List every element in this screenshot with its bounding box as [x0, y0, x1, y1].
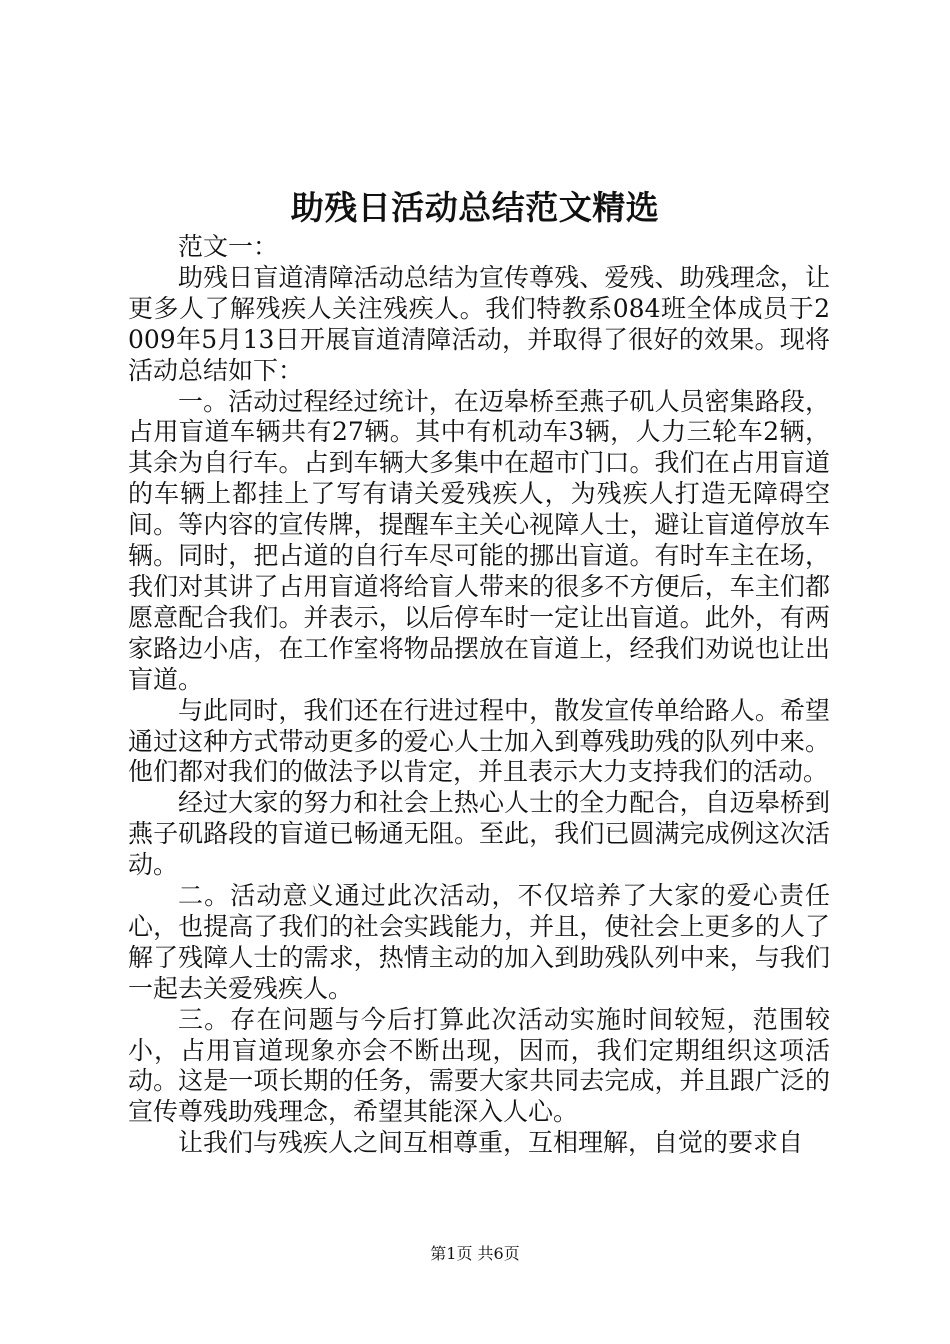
paragraph: 二。活动意义通过此次活动，不仅培养了大家的爱心责任心，也提高了我们的社会实践能力，并且，使社会上更多的人了解了残障人士的需求，热情主动的加入到助残队列中来，与我们一起去关爱残疾人。 [128, 881, 830, 1003]
paragraph: 助残日盲道清障活动总结为宣传尊残、爱残、助残理念，让更多人了解残疾人关注残疾人。我们特教系084班全体成员于2009年5月13日开展盲道清障活动，并取得了很好的效果。现将活动总结如下： [128, 262, 830, 385]
paragraph: 让我们与残疾人之间互相尊重，互相理解，自觉的要求自 [178, 1128, 804, 1158]
paragraph: 三。存在问题与今后打算此次活动实施时间较短，范围较小，占用盲道现象亦会不断出现，因而，我们定期组织这项活动。这是一项长期的任务，需要大家共同去完成，并且跟广泛的宣传尊残助残理念，希望其能深入人心。 [128, 1004, 830, 1127]
paragraph: 一。活动过程经过统计，在迈皋桥至燕子矶人员密集路段，占用盲道车辆共有27辆。其中有机动车3辆，人力三轮车2辆，其余为自行车。占到车辆大多集中在超市门口。我们在占用盲道的车辆上都挂上了写有请关爱残疾人，为残疾人打造无障碍空间。等内容的宣传牌，提醒车主关心视障人士，避让盲道停放车辆。同时，把占道的自行车尽可能的挪出盲道。有时车主在场，我们对其讲了占用盲道将给盲人带来的很多不方便后，车主们都愿意配合我们。并表示，以后停车时一定让出盲道。此外，有两家路边小店，在工作室将物品摆放在盲道上，经我们劝说也让出盲道。 [128, 386, 830, 694]
paragraph: 经过大家的努力和社会上热心人士的全力配合，自迈皋桥到燕子矶路段的盲道已畅通无阻。至此，我们已圆满完成例这次活动。 [128, 788, 830, 880]
document-title: 助残日活动总结范文精选 [290, 188, 660, 227]
page-footer [0, 1243, 950, 1265]
page-indicator: 第1页 共6页 [430, 1244, 520, 1263]
paragraph: 与此同时，我们还在行进过程中，散发宣传单给路人。希望通过这种方式带动更多的爱心人士加入到尊残助残的队列中来。他们都对我们的做法予以肯定，并且表示大力支持我们的活动。 [128, 695, 830, 787]
document-body [128, 232, 830, 1159]
paragraph-label: 范文一： [178, 232, 279, 261]
